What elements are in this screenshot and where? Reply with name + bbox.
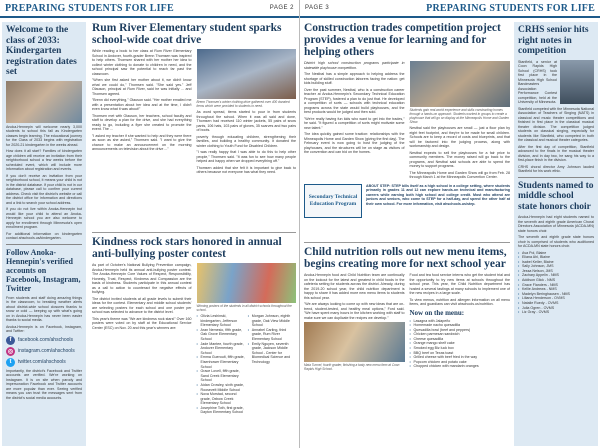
instagram-link[interactable]: instagram.com/ahschools bbox=[18, 348, 75, 354]
construction-p8: The Minneapolis Home and Garden Show will go from Feb. 28 through March 1 at the Minneapolis Convention Center. bbox=[409, 170, 510, 179]
menu-list bbox=[410, 319, 511, 370]
coat-drive-caption: Brenn Thomsen's winter clothing drive gathered over 400 donated items which were provided to students in need. bbox=[196, 100, 290, 108]
poster-contest-p3: This year's theme was "We are kindness rock stars!" Over 160 posters were voted on by staff at the Educational Service Center (ESC) on Nov. 20 and this year's winners are: bbox=[92, 316, 192, 330]
step-logo: Secondary Technical Education Program bbox=[304, 184, 362, 218]
page-header bbox=[300, 0, 600, 18]
crhs-p3: After the first day of competition, Stanfield advanced to the finals in the musical theater division, and in day two, he sang his way to a first-place finish in the division. bbox=[518, 144, 594, 162]
list-item: • Chicken parmesan sandwich bbox=[410, 332, 511, 337]
follow-p1: From students and staff doing amazing things in the classroom, to breaking weather alerts about district-wide school closures thanks to snow or cold — keeping up with what's going on in Anoka-Hennepin has never been easier thanks to social media. bbox=[6, 295, 82, 322]
crhs-p1: Stanfield, a senior at Coon Rapids High School (CRHS) took first place in the Minnesota High School Bandmasters Association Performance Contest competition, held at the University of Minnesota. bbox=[518, 59, 557, 104]
sidebar-p2: How does it all start? Families of kindergarten age children will receive an invitation from their neighborhood school a few weeks before the scheduled event, which will include more information about registration and events. bbox=[6, 149, 82, 171]
brand-title: PREPARING STUDENTS FOR LIFE bbox=[426, 2, 595, 14]
follow-p3: Importantly, the district's Facebook and Twitter accounts are verified. We're working on Instagram. It is on site when parody and impersonation Facebook and Twitter accounts are more popular than ever. Seeing verified means you can trust the messages sent from the district's social media accounts. bbox=[6, 368, 82, 400]
list-item: • Popcorn chicken and potato cake bbox=[410, 360, 511, 365]
brand-title: PREPARING STUDENTS FOR LIFE bbox=[5, 2, 174, 14]
poster-contest-story bbox=[92, 232, 296, 446]
follow-p2: Anoka-Hennepin is on Facebook, Instagram, and Twitter: bbox=[6, 324, 82, 333]
coat-drive-p5: "I asked my teacher if she wanted to help and they were there as soon as she asked," Thomsen said. "I want to give the chance to make an announcement on the morning announcements on television about the drive ..." bbox=[92, 133, 192, 151]
honors-p1: Anoka-Hennepin had eight students named to the seventh and eighth grade American Choral Directors Association of Minnesota (ACDA-MN) state honors choir. bbox=[518, 215, 594, 233]
posters-photo bbox=[197, 263, 297, 303]
nutrition-p2: "We are always looking to come up with new ideas that are on-trend, student-tested, and healthy meal options," Ford said. "We have spent many hours in the kitchen working with staff to make sure we can duplicate the recipes we develop." bbox=[304, 302, 405, 320]
nutrition-p3: Food and tea food service interns who get the student trial and the opportunity to try new items at schools throughout the school year. This year, the Child Nutrition department has hosted a several tastings at many schools to implement one of the new recipes in a large scale. bbox=[409, 273, 510, 295]
list-item: • Aidan Crowley, sixth grade, Roosevelt Middle School bbox=[197, 383, 245, 392]
posters-caption: Winning posters of the students in all district schools throughout the school. bbox=[196, 304, 292, 312]
crhs-title: CRHS senior hits right notes in competition bbox=[518, 25, 589, 56]
construction-p7: Nestbal expects to sell the playhouses for a fair price to community members. The money raised will go back to the programs, and Nestbal said schools are able to spend the money to support programs. bbox=[409, 150, 510, 168]
coat-drive-p4: Thomsen met with Olauson, her teachers, school faculty and staff to develop a plan for the drive, and she had everything ready to go, including a flyer she created to promote the event. The ... bbox=[92, 113, 192, 131]
sidebar-p3: If you don't receive an invitation from your neighborhood school, it means your child is not in the district database. If your child is not in our database, please call to confirm your current address. Check visit the district's website or call the district office for information and directions and a link to search your school address. bbox=[6, 173, 82, 205]
list-item: • Chopped chicken with mandarin oranges bbox=[410, 364, 511, 369]
coat-drive-p9: Thomsen added that she felt it is important to give back to others because not everyone has what they need. bbox=[196, 165, 296, 174]
list-item: • Lasagna with Jalapeño bbox=[410, 319, 511, 324]
list-item: • Quesadilla bowl (beef and peppers) bbox=[410, 328, 511, 333]
coat-drive-p8: "I was really happy that I was able to do this to help other people," Thomsen said. "It was fun to see how many people helped and happy when we dropped everything off." bbox=[196, 150, 296, 163]
list-item: • Emma Gueroult, fifth grade, Eisenhower Elementary School bbox=[197, 355, 245, 369]
list-item: • Eliana Ahl, Blaine bbox=[518, 255, 594, 260]
honors-title: Students named to middle school state honors choir bbox=[518, 180, 594, 212]
list-item: • Liliana Henderson - OVMS bbox=[518, 296, 594, 301]
list-item: • BBQ beef on Texas toast bbox=[410, 351, 511, 356]
list-item: • Isabel Keller, Blaine bbox=[518, 260, 594, 265]
construction-photo bbox=[410, 61, 511, 107]
poster-contest-p1: As part of October's National Bullying Prevention campaign, Anoka-Hennepin held its annual anti-bullying poster contest. The Anoka-Hennepin Core Values of Respect, Responsibility, Honesty, Trust, Respect, Kindness and Compassion are the basis of kindness. Students participate in this annual contest as a call to action to counteract the negative effects of bullying. bbox=[92, 263, 192, 294]
sidebar-p1: Anoka-Hennepin will welcome nearly 3,000 students to school this fall as Kindergarten classes begin learning. The educational journey for the Class of 2033 begins with registration for 2020-21 kindergarten in the weeks ahead. bbox=[6, 124, 82, 147]
nutrition-caption: Maia Tunnel, fourth grader, finishing a tasty new menu item at Coon Rapids High School. bbox=[304, 363, 400, 371]
coat-drive-headline: Rum River Elementary student sparks school-wide coat drive bbox=[92, 22, 282, 46]
construction-caption: Students gain real-world experience and skills constructing homes through a hands-on approach. Students worked in groups to create a playhouse that will go on display at the Minneapolis Home and Garden Show. bbox=[409, 108, 510, 124]
honors-list bbox=[518, 251, 594, 315]
list-item: • Sally Johnson, JMS bbox=[518, 264, 594, 269]
list-item: • Natalie Ruedy - OVMS bbox=[518, 301, 594, 306]
construction-p5: The idea quickly gained some traction: relationships with the Minneapolis Home and Garden Show (giving the first day). The February event is now going to host the judging of the playhouses, and the structures will be on stage as visitors of the convention and can bid on the homes. bbox=[304, 132, 405, 154]
list-item: • Jessa Nelson, JMS bbox=[518, 269, 594, 274]
construction-headline: Construction trades competition project provides a venue for learning and for helping others bbox=[304, 22, 501, 58]
list-item: • Liz Gray - OVMS bbox=[518, 310, 594, 315]
menu-title: Now on the menu: bbox=[409, 308, 465, 317]
list-item: • Smoked egg Biz luck box bbox=[410, 346, 511, 351]
list-item: • Grilled cheese with beef fried in the way bbox=[410, 355, 511, 360]
list-item: • Homemade nacho quesadilla bbox=[410, 323, 511, 328]
construction-p3: Over the past summer, Nestbal, who is a construction career teacher at Anoka-Hennepin's Secondary Technical Education Program (STEP), fostered a plan to do just that. He developed a competition of sorts — schools with technical education programs across the state would build playhouses, and the best products would be judged and then sold. bbox=[304, 87, 405, 114]
construction-p4: "We're really having fun kids who want to get into the trades," he said. "It figured a competition of sorts might motivate some new talent." bbox=[304, 116, 405, 130]
nutrition-story bbox=[304, 242, 510, 446]
page-3 bbox=[300, 0, 600, 448]
poster-contest-p2: The district invited students at all grade levels to submit their ideas for the contest. Elementary and middle school students' are selecting posters for each school and one poster per school was selected to advance to the district level. bbox=[92, 296, 192, 314]
list-item: • Cheese quesadilla bbox=[410, 337, 511, 342]
crhs-p4: CRHS choral director Amy Johnson lauded Stanfield for his work ethic. bbox=[518, 164, 594, 173]
honors-p2: The seventh and eighth grade state honors choir is comprised of students who auditioned for ACDA-MN state honors choir. bbox=[518, 235, 594, 248]
sidebar-title: Welcome to the class of 2033: Kindergarten registration dates set bbox=[6, 25, 77, 77]
list-item: • Julia Ogren - OVMS bbox=[518, 306, 594, 311]
list-item: • Aran Nemesio, fifth grade, Oak Grove Elementary School bbox=[197, 328, 245, 342]
nutrition-p1: Anoka-Hennepin food and Child Nutrition team are continually on the lookout for the latest and greatest in child foods in the cafeteria setting for students across the district. Already, during the 2019-20 school year, the child nutrition department is happy to share it has added more new menu items to students this school year. bbox=[304, 273, 405, 300]
facebook-icon: f bbox=[6, 336, 15, 345]
winners-list-1 bbox=[197, 314, 245, 415]
list-item: • Josephine Toth, first grade, Dayton Elementary School bbox=[197, 406, 245, 415]
winners-list-2 bbox=[248, 314, 296, 415]
list-item: • Nova Morstad, second grade, Oxbow Creek Elementary School bbox=[197, 392, 245, 406]
crhs-sidebar bbox=[514, 22, 598, 446]
construction-p6: Nestbal said the playhouses are small — just a floor plan by eight feet footprint, and they're to be made for small children. Schools are to keep a record of costs and blueprints, and that will be factored into the judging process, along with workmanship and design. bbox=[409, 126, 510, 148]
instagram-icon: ◎ bbox=[7, 348, 14, 355]
construction-story bbox=[304, 22, 510, 238]
construction-p1: District high school construction programs participate in statewide playhouse competition. bbox=[304, 61, 405, 70]
nutrition-p4: To view menus, nutrition and allergen information on all menu items, and guardians can visit ahschools.us/nutrition. bbox=[409, 297, 510, 306]
list-item: • Kellie Andrews - NMS bbox=[518, 287, 594, 292]
facebook-link[interactable]: facebook.com/ahschools bbox=[18, 337, 74, 343]
crhs-p2: Stanfield competed with the Minnesota National Association of Teachers of Singing (NATS) in classical and music theater competitions and finished in first place in the classical musical theater division. The competition judged students on classical singing, especially for students like Stanfield, who competed in both the classical and musical theater categories. bbox=[518, 106, 594, 142]
student-photo bbox=[560, 60, 594, 104]
list-item: • Morgan Johnson, eighth grade, Oak View Middle School bbox=[248, 314, 296, 328]
page-header bbox=[0, 0, 299, 18]
poster-contest-headline: Kindness rock stars honored in annual anti-bullying poster contest bbox=[92, 236, 282, 260]
coat-drive-p2: "When she first asked her mother about it, we didn't know what we could do," Thomsen said. "She said yes." Jeff Olauson, principal at Rum River, said he was initially ... and Thomsen agreed. bbox=[92, 78, 192, 96]
list-item: • Ava Pol, Blaine bbox=[518, 251, 594, 256]
follow-title: Follow Anoka-Hennepin's verified accounts on Facebook, Instagram, Twitter bbox=[6, 247, 81, 293]
coat-drive-p7: poverty through educating children, strengthening their families, and building a healthy community. It donated the winter clothing to Youth Fund for Disabled Children. bbox=[196, 134, 296, 148]
nutrition-photo bbox=[304, 322, 405, 362]
page-number: PAGE 2 bbox=[269, 5, 294, 11]
welcome-sidebar bbox=[2, 22, 86, 446]
nutrition-headline: Child nutrition rolls out new menu items, begins creating more for next school year bbox=[304, 246, 507, 270]
instagram-link-row[interactable] bbox=[6, 347, 82, 356]
sidebar-p5: For additional information on kindergarten contact ahschools.us/kindergarten. bbox=[6, 231, 82, 240]
page-number: PAGE 3 bbox=[305, 5, 330, 11]
list-item: • Emily Nguyen, seventh grade, Jackson Middle School - Center for Biomedical Science and Technology bbox=[248, 342, 296, 365]
coat-drive-p1: While reading a book to her class at Rum River Elementary School in Andover, fourth-grader Brenn Thomsen was inspired to help others. Thomsen shared with her mother her idea to collect winter clothing to donate to children in need, and the school principal saw the potential to reach far past the classroom. bbox=[92, 49, 192, 76]
twitter-icon: t bbox=[6, 358, 15, 367]
sidebar-p4: If you do not live within Anoka-Hennepin but would like your child to attend an Anoka-Hennepin school you are also welcome to apply for enrollment through Minnesota's open enrollment program. bbox=[6, 207, 82, 229]
list-item: • Madelyn Beringhausen - NMS bbox=[518, 292, 594, 297]
list-item: • Grace Flanders - NMS bbox=[518, 283, 594, 288]
construction-p2: The Nestbal has a simple approach to helping address the shortage of skilled construction laborers facing the nation: get kids building stuff. bbox=[304, 72, 405, 85]
coat-drive-story bbox=[92, 22, 296, 228]
list-item: • Zachary Appelin - NMS bbox=[518, 273, 594, 278]
coat-drive-photo bbox=[197, 49, 297, 99]
coat-drive-p3: "Brenn did everything," Olauson said. "Her mother emailed me with a presentation about her idea and at the time, I didn't even know what it was about!" bbox=[92, 98, 192, 111]
list-item: • Olivia Leshinski, kindergarten, Jefferson Elementary School bbox=[197, 314, 245, 328]
twitter-link-row[interactable] bbox=[6, 358, 82, 367]
kindergarten-photo bbox=[6, 81, 82, 123]
list-item: • Addison Glick - NMS bbox=[518, 278, 594, 283]
list-item: • Grace Lovell, fifth grade, Sand Creek Elementary School bbox=[197, 369, 245, 383]
twitter-link[interactable]: twitter.com/ahschools bbox=[18, 359, 66, 365]
list-item: • Jade Mantee, fourth grade, Andover Elementary School bbox=[197, 342, 245, 356]
list-item: • Orange mango shelf cake bbox=[410, 341, 511, 346]
list-item: • Annabel Carling, third grade, Rum River Elementary School bbox=[248, 328, 296, 342]
coat-drive-p6: As word spread, items started to pour in from students throughout the school. When it was all said and done, Thomsen had received 110 winter jackets, 55 pairs of snow pants, 106 hats, 103 pairs of gloves, 35 scarves and two pairs of boots. bbox=[196, 110, 296, 132]
about-step: ABOUT STEP: STEP bills itself as a high school in a college setting, where students primarily in grades 11 and 12 can explore hands-on technical and manufacturing careers while earning both high school and college credit. Most who attend are juniors and seniors, who come to STEP for a half-day, and spend the other half at their own school. For more information, visit ahschools.us/step. bbox=[366, 183, 510, 206]
facebook-link-row[interactable] bbox=[6, 336, 82, 345]
